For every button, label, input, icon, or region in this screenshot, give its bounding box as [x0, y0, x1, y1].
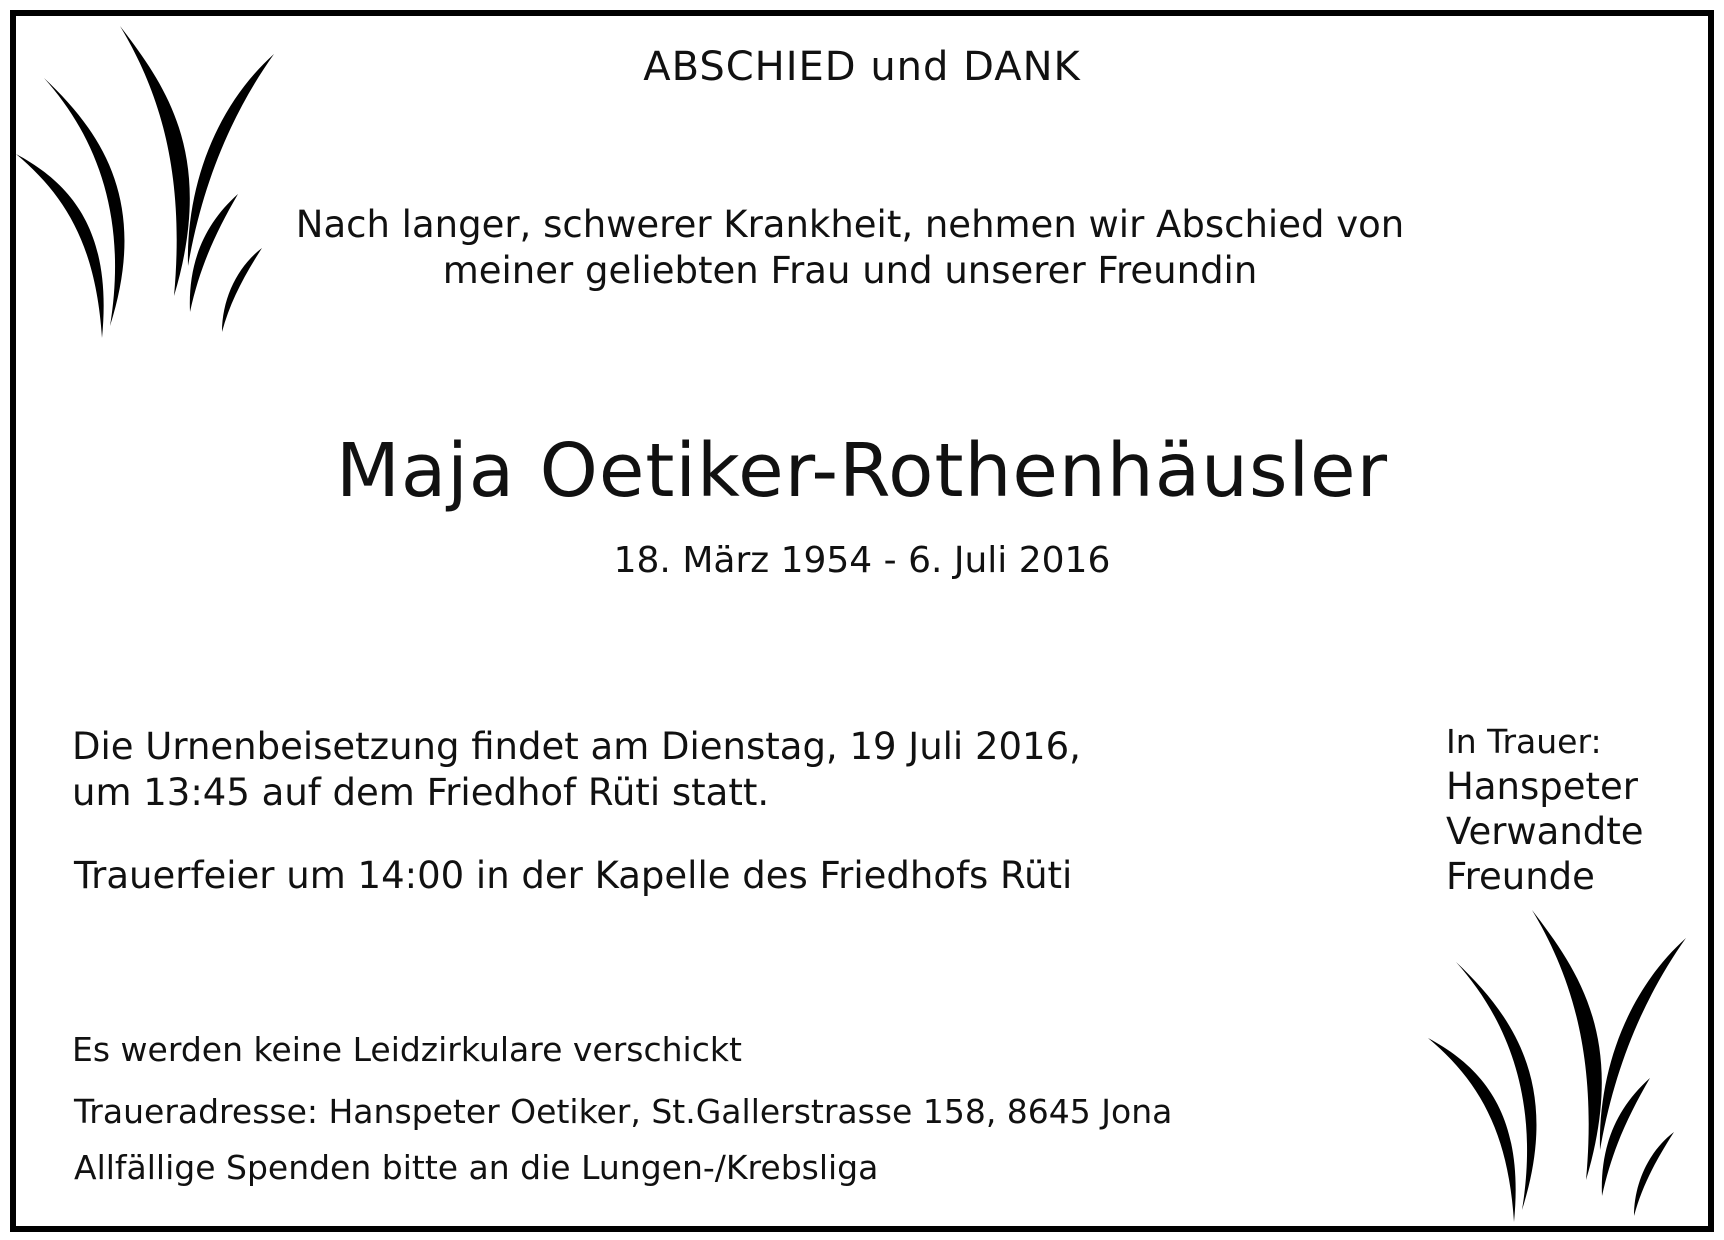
life-dates: 18. März 1954 - 6. Juli 2016	[613, 540, 1111, 581]
deceased-name: Maja Oetiker-Rothenhäusler	[335, 428, 1389, 514]
intro-line-1: Nach langer, schwerer Krankheit, nehmen wir Abschied von	[295, 203, 1405, 246]
ceremony-text	[72, 724, 1081, 816]
circular-note: Es werden keine Leidzirkulare verschickt	[72, 1030, 742, 1069]
mourners-title: In Trauer:	[1446, 722, 1602, 761]
mourner-item: Freunde	[1446, 855, 1595, 898]
ceremony-line-2: um 13:45 auf dem Friedhof Rüti statt.	[72, 771, 770, 814]
intro-line-2: meiner geliebten Frau und unserer Freundin	[442, 249, 1258, 292]
mourning-address: Traueradresse: Hanspeter Oetiker, St.Gallerstrasse 158, 8645 Jona	[74, 1092, 1173, 1131]
mourner-item: Verwandte	[1446, 810, 1644, 853]
service-text: Trauerfeier um 14:00 in der Kapelle des Friedhofs Rüti	[74, 854, 1073, 897]
intro-text	[250, 202, 1450, 294]
notice-heading: ABSCHIED und DANK	[643, 44, 1081, 90]
grass-ornament-icon	[1428, 910, 1690, 1222]
ceremony-line-1: Die Urnenbeisetzung findet am Dienstag, 19 Juli 2016,	[72, 725, 1081, 768]
mourners-list	[1446, 764, 1644, 899]
donations-note: Allfällige Spenden bitte an die Lungen-/Krebsliga	[74, 1148, 879, 1187]
mourner-item: Hanspeter	[1446, 765, 1638, 808]
